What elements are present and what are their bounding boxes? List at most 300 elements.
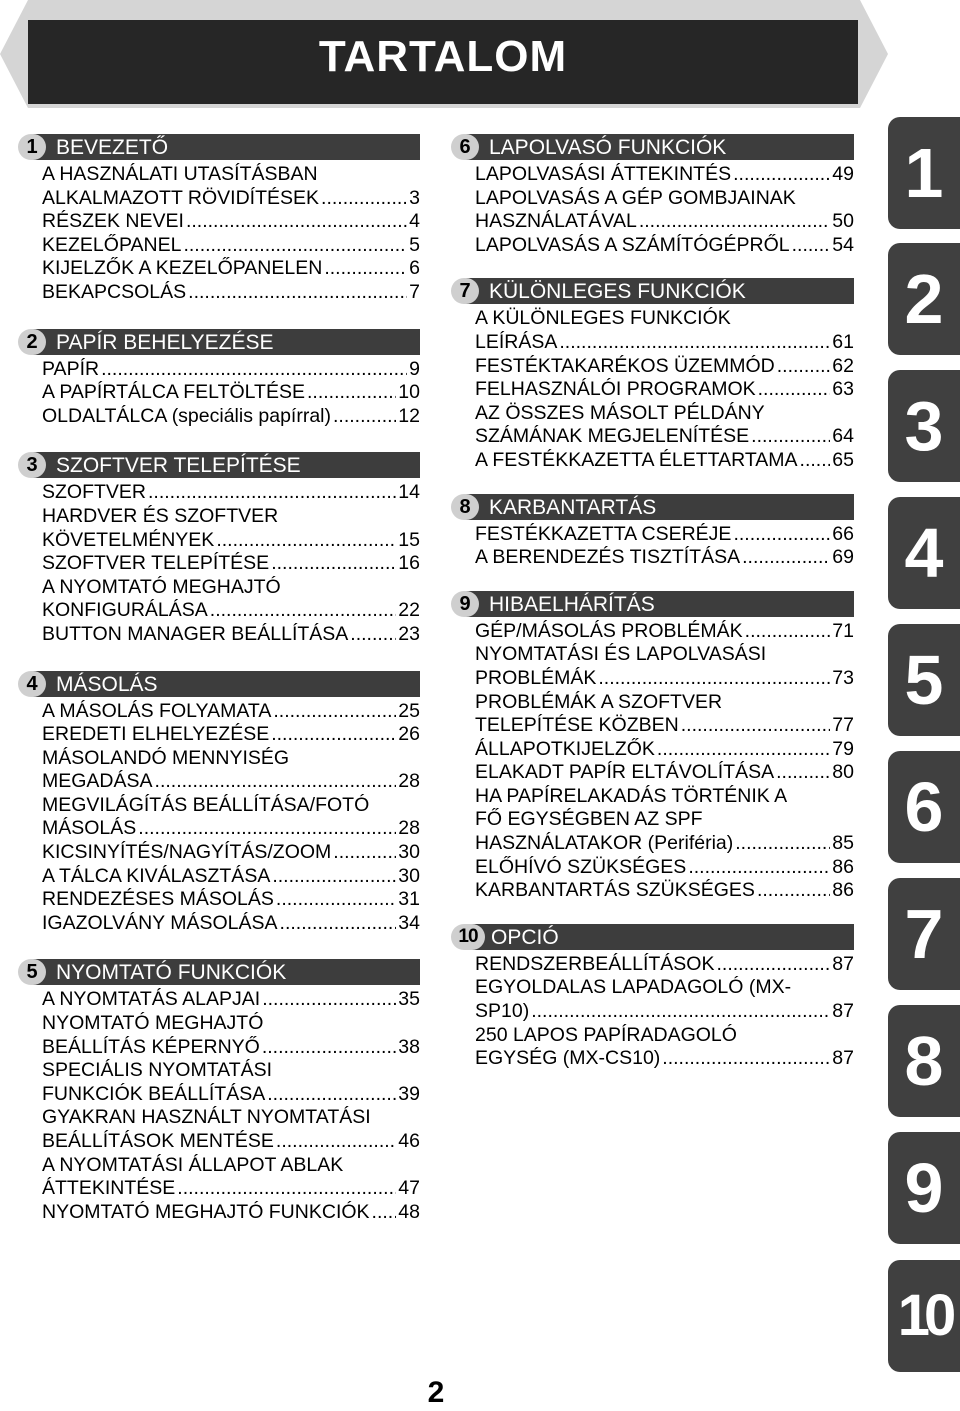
toc-entry-page: 15 bbox=[398, 528, 420, 551]
toc-entry-line: FŐ EGYSÉGBEN AZ SPF bbox=[475, 808, 703, 831]
section-entries bbox=[451, 953, 854, 1071]
toc-entry-text: HASZNÁLATÁVAL bbox=[475, 210, 637, 233]
section-header[interactable] bbox=[18, 959, 420, 985]
toc-entry[interactable] bbox=[42, 481, 420, 505]
dot-leader bbox=[333, 841, 396, 865]
toc-entry-page: 7 bbox=[409, 280, 420, 303]
toc-entry-text: LEÍRÁSA bbox=[475, 330, 558, 353]
toc-entry-last-line bbox=[42, 912, 420, 936]
toc-entry-line: EGYOLDALAS LAPADAGOLÓ (MX- bbox=[475, 976, 792, 999]
toc-entry-text: PAPÍR bbox=[42, 357, 100, 380]
toc-entry-last-line bbox=[42, 481, 420, 505]
toc-entry[interactable] bbox=[42, 841, 420, 865]
toc-entry-last-line bbox=[42, 552, 420, 576]
toc-entry-last-line bbox=[475, 953, 854, 977]
toc-entry-text: PROBLÉMÁK bbox=[475, 666, 597, 689]
section-title: LAPOLVASÓ FUNKCIÓK bbox=[489, 136, 727, 159]
dot-leader bbox=[324, 257, 407, 281]
section-header[interactable] bbox=[18, 329, 420, 355]
toc-entry-text: MEGADÁSA bbox=[42, 770, 153, 793]
toc-entry-last-line bbox=[42, 405, 420, 429]
toc-entry-text: KÖVETELMÉNYEK bbox=[42, 528, 215, 551]
toc-entry-page: 22 bbox=[398, 599, 420, 622]
toc-entry-text: OLDALTÁLCA (speciális papírral) bbox=[42, 404, 331, 427]
section-number-badge: 6 bbox=[451, 134, 479, 160]
toc-entry-page: 30 bbox=[398, 864, 420, 887]
dot-leader bbox=[101, 358, 407, 382]
toc-entry-text: RÉSZEK NEVEI bbox=[42, 210, 184, 233]
toc-entry[interactable] bbox=[42, 281, 420, 305]
toc-entry-last-line bbox=[475, 210, 854, 234]
toc-entry-page: 85 bbox=[832, 832, 854, 855]
toc-entry[interactable] bbox=[42, 163, 420, 210]
toc-entry-last-line bbox=[42, 1083, 420, 1107]
section-title: HIBAELHÁRÍTÁS bbox=[489, 592, 655, 616]
chapter-tab-number: 9 bbox=[904, 1149, 944, 1227]
toc-section bbox=[451, 494, 854, 570]
section-number-badge: 7 bbox=[451, 278, 479, 304]
toc-entry[interactable] bbox=[42, 576, 420, 623]
dot-leader bbox=[186, 210, 407, 234]
toc-entry-page: 39 bbox=[398, 1082, 420, 1105]
dot-leader bbox=[307, 381, 396, 405]
toc-entry-text: A FESTÉKKAZETTA ÉLETTARTAMA bbox=[475, 448, 798, 471]
toc-entry-page: 71 bbox=[832, 619, 854, 642]
toc-entry-text: IGAZOLVÁNY MÁSOLÁSA bbox=[42, 911, 278, 934]
toc-entry-page: 38 bbox=[398, 1035, 420, 1058]
toc-entry-page: 50 bbox=[832, 210, 854, 233]
toc-entry[interactable] bbox=[475, 691, 854, 738]
toc-entry-page: 48 bbox=[398, 1200, 420, 1223]
dot-leader bbox=[662, 1047, 830, 1071]
dot-leader bbox=[733, 163, 830, 187]
chapter-tab-number: 4 bbox=[904, 514, 944, 592]
toc-entry-page: 12 bbox=[398, 404, 420, 427]
toc-entry-last-line bbox=[42, 988, 420, 1012]
toc-entry[interactable] bbox=[475, 785, 854, 856]
dot-leader bbox=[333, 405, 396, 429]
section-entries bbox=[451, 163, 854, 257]
toc-entry[interactable] bbox=[42, 888, 420, 912]
toc-entry-last-line bbox=[42, 1201, 420, 1225]
dot-leader bbox=[148, 481, 396, 505]
toc-entry-text: A MÁSOLÁS FOLYAMATA bbox=[42, 699, 272, 722]
toc-entry-text: KARBANTARTÁS SZÜKSÉGES bbox=[475, 879, 755, 902]
toc-entry[interactable] bbox=[475, 643, 854, 690]
toc-entry[interactable] bbox=[475, 761, 854, 785]
toc-entry-page: 86 bbox=[832, 855, 854, 878]
toc-entry-last-line bbox=[475, 714, 854, 738]
toc-entry[interactable] bbox=[42, 210, 420, 234]
toc-entry-last-line bbox=[475, 1047, 854, 1071]
section-title: NYOMTATÓ FUNKCIÓK bbox=[56, 961, 287, 985]
toc-entry-line: 250 LAPOS PAPÍRADAGOLÓ bbox=[475, 1023, 737, 1046]
toc-section bbox=[451, 591, 854, 903]
toc-entry-text: A TÁLCA KIVÁLASZTÁSA bbox=[42, 864, 271, 887]
dot-leader bbox=[272, 865, 396, 889]
toc-entry[interactable] bbox=[42, 865, 420, 889]
toc-entry-page: 47 bbox=[398, 1177, 420, 1200]
dot-leader bbox=[559, 331, 830, 355]
chapter-tab-number: 2 bbox=[904, 260, 944, 338]
toc-section bbox=[18, 959, 420, 1224]
toc-entry-last-line bbox=[475, 761, 854, 785]
toc-entry-line: AZ ÖSSZES MÁSOLT PÉLDÁNY bbox=[475, 401, 765, 424]
toc-entry-text: SP10) bbox=[475, 1000, 530, 1023]
toc-entry[interactable] bbox=[475, 355, 854, 379]
toc-entry-text: BUTTON MANAGER BEÁLLÍTÁSA bbox=[42, 622, 349, 645]
toc-entry-page: 69 bbox=[832, 546, 854, 569]
toc-entry-text: SZÁMÁNAK MEGJELENÍTÉSE bbox=[475, 425, 750, 448]
dot-leader bbox=[716, 953, 830, 977]
toc-entry-page: 79 bbox=[832, 737, 854, 760]
section-number-badge: 10 bbox=[451, 924, 485, 950]
toc-entry-page: 26 bbox=[398, 723, 420, 746]
section-number-badge: 9 bbox=[451, 591, 479, 617]
toc-entry-page: 6 bbox=[409, 257, 420, 280]
toc-entry-last-line bbox=[42, 187, 420, 211]
toc-entry-last-line bbox=[42, 841, 420, 865]
toc-entry-last-line bbox=[42, 623, 420, 647]
toc-entry-text: RENDEZÉSES MÁSOLÁS bbox=[42, 888, 274, 911]
toc-entry-text: FELHASZNÁLÓI PROGRAMOK bbox=[475, 378, 756, 401]
section-entries bbox=[451, 307, 854, 472]
dot-leader bbox=[262, 1036, 396, 1060]
toc-entry-page: 54 bbox=[832, 233, 854, 256]
toc-entry-last-line bbox=[42, 529, 420, 553]
section-title: MÁSOLÁS bbox=[56, 672, 158, 696]
toc-entry-text: SZOFTVER bbox=[42, 481, 147, 504]
dot-leader bbox=[758, 378, 831, 402]
toc-entry-page: 73 bbox=[832, 666, 854, 689]
toc-entry[interactable] bbox=[475, 879, 854, 903]
toc-entry[interactable] bbox=[475, 234, 854, 258]
section-title: KÜLÖNLEGES FUNKCIÓK bbox=[489, 280, 746, 304]
dot-leader bbox=[273, 700, 396, 724]
toc-entry[interactable] bbox=[475, 620, 854, 644]
toc-entry-last-line bbox=[42, 257, 420, 281]
toc-entry[interactable] bbox=[42, 1012, 420, 1059]
section-header[interactable] bbox=[451, 494, 854, 520]
dot-leader bbox=[776, 761, 830, 785]
section-number-badge: 5 bbox=[18, 959, 46, 985]
toc-entry-last-line bbox=[42, 358, 420, 382]
toc-entry[interactable] bbox=[475, 523, 854, 547]
toc-entry[interactable] bbox=[475, 856, 854, 880]
toc-entry[interactable] bbox=[42, 552, 420, 576]
toc-entry[interactable] bbox=[475, 738, 854, 762]
dot-leader bbox=[183, 234, 407, 258]
section-title: OPCIÓ bbox=[491, 925, 559, 949]
toc-section bbox=[18, 452, 420, 646]
toc-entry-last-line bbox=[42, 599, 420, 623]
dot-leader bbox=[742, 546, 830, 570]
toc-entry[interactable] bbox=[42, 405, 420, 429]
toc-entry[interactable] bbox=[42, 381, 420, 405]
toc-entry-page: 66 bbox=[832, 522, 854, 545]
toc-left-column bbox=[18, 134, 420, 1248]
chapter-tab-number: 7 bbox=[904, 895, 944, 973]
toc-entry-last-line bbox=[475, 1000, 854, 1024]
toc-entry-page: 4 bbox=[409, 210, 420, 233]
toc-entry-line: SPECIÁLIS NYOMTATÁSI bbox=[42, 1059, 273, 1082]
chapter-tab-number: 3 bbox=[904, 387, 944, 465]
toc-entry-last-line bbox=[475, 355, 854, 379]
toc-entry-last-line bbox=[42, 700, 420, 724]
toc-entry-page: 30 bbox=[398, 841, 420, 864]
toc-entry[interactable] bbox=[42, 794, 420, 841]
toc-entry-last-line bbox=[42, 723, 420, 747]
dot-leader bbox=[216, 529, 396, 553]
section-entries bbox=[451, 620, 854, 903]
dot-leader bbox=[177, 1177, 396, 1201]
toc-entry-text: ÁLLAPOTKIJELZŐK bbox=[475, 737, 655, 760]
toc-entry-text: KEZELŐPANEL bbox=[42, 233, 182, 256]
toc-entry-text: EGYSÉG (MX-CS10) bbox=[475, 1047, 661, 1070]
toc-entry[interactable] bbox=[475, 546, 854, 570]
toc-entry-last-line bbox=[475, 832, 854, 856]
section-entries bbox=[18, 988, 420, 1224]
toc-entry[interactable] bbox=[475, 402, 854, 449]
section-entries bbox=[18, 163, 420, 305]
section-number-badge: 1 bbox=[18, 134, 46, 160]
toc-entry-text: ELAKADT PAPÍR ELTÁVOLÍTÁSA bbox=[475, 761, 775, 784]
dot-leader bbox=[138, 817, 396, 841]
toc-entry-page: 25 bbox=[398, 699, 420, 722]
dot-leader bbox=[321, 187, 407, 211]
chapter-tab-number: 10 bbox=[897, 1283, 951, 1348]
chapter-tab-number: 8 bbox=[904, 1022, 944, 1100]
toc-entry-last-line bbox=[42, 770, 420, 794]
toc-entry-last-line bbox=[42, 1177, 420, 1201]
toc-entry-text: HASZNÁLATAKOR (Periféria) bbox=[475, 832, 734, 855]
section-title: SZOFTVER TELEPÍTÉSE bbox=[56, 454, 301, 478]
toc-entry-line: PROBLÉMÁK A SZOFTVER bbox=[475, 690, 723, 713]
toc-entry-last-line bbox=[475, 523, 854, 547]
dot-leader bbox=[271, 552, 396, 576]
toc-entry-last-line bbox=[475, 738, 854, 762]
section-header[interactable] bbox=[451, 924, 854, 950]
section-number-badge: 2 bbox=[18, 329, 46, 355]
dot-leader bbox=[276, 888, 396, 912]
toc-entry-line: MEGVILÁGÍTÁS BEÁLLÍTÁSA/FOTÓ bbox=[42, 793, 370, 816]
dot-leader bbox=[155, 770, 397, 794]
toc-entry-last-line bbox=[42, 210, 420, 234]
toc-entry[interactable] bbox=[475, 449, 854, 473]
toc-entry-last-line bbox=[42, 888, 420, 912]
toc-entry-text: LAPOLVASÁS A SZÁMÍTÓGÉPRŐL bbox=[475, 233, 790, 256]
dot-leader bbox=[757, 879, 830, 903]
toc-entry[interactable] bbox=[42, 1106, 420, 1153]
section-header[interactable] bbox=[451, 278, 854, 304]
toc-entry-page: 87 bbox=[832, 1000, 854, 1023]
toc-entry-text: FESTÉKTAKARÉKOS ÜZEMMÓD bbox=[475, 354, 775, 377]
toc-section bbox=[451, 278, 854, 472]
toc-entry[interactable] bbox=[42, 257, 420, 281]
toc-entry-line: NYOMTATÁSI ÉS LAPOLVASÁSI bbox=[475, 643, 767, 666]
toc-entry-last-line bbox=[42, 865, 420, 889]
dot-leader bbox=[745, 620, 831, 644]
toc-entry-page: 34 bbox=[398, 911, 420, 934]
toc-entry-last-line bbox=[42, 381, 420, 405]
toc-entry-page: 46 bbox=[398, 1130, 420, 1152]
toc-entry-page: 16 bbox=[398, 552, 420, 575]
section-header[interactable] bbox=[451, 134, 854, 160]
toc-entry-page: 61 bbox=[832, 330, 854, 353]
toc-entry-last-line bbox=[475, 331, 854, 355]
dot-leader bbox=[792, 234, 831, 258]
toc-entry[interactable] bbox=[42, 747, 420, 794]
toc-entry-line: LAPOLVASÁS A GÉP GOMBJAINAK bbox=[475, 186, 796, 209]
toc-entry-page: 35 bbox=[398, 988, 420, 1011]
toc-entry-text: A NYOMTATÁS ALAPJAI bbox=[42, 988, 261, 1011]
toc-entry-line: A KÜLÖNLEGES FUNKCIÓK bbox=[475, 307, 731, 330]
toc-entry-page: 87 bbox=[832, 1047, 854, 1070]
section-header[interactable] bbox=[18, 671, 420, 697]
toc-entry-last-line bbox=[42, 1036, 420, 1060]
toc-entry[interactable] bbox=[42, 912, 420, 936]
toc-entry-page: 80 bbox=[832, 761, 854, 784]
toc-entry[interactable] bbox=[42, 358, 420, 382]
dot-leader bbox=[598, 667, 830, 691]
toc-entry-page: 31 bbox=[398, 888, 420, 911]
toc-entry[interactable] bbox=[475, 378, 854, 402]
toc-entry-line: A NYOMTATÁSI ÁLLAPOT ABLAK bbox=[42, 1153, 344, 1176]
toc-entry[interactable] bbox=[42, 1154, 420, 1201]
toc-entry-last-line bbox=[475, 425, 854, 449]
toc-entry-text: MÁSOLÁS bbox=[42, 817, 137, 840]
toc-entry[interactable] bbox=[475, 953, 854, 977]
section-header[interactable] bbox=[18, 452, 420, 478]
toc-entry-page: 65 bbox=[832, 448, 854, 471]
toc-entry[interactable] bbox=[475, 187, 854, 234]
toc-entry-line: A NYOMTATÓ MEGHAJTÓ bbox=[42, 575, 281, 598]
toc-entry-text: LAPOLVASÁSI ÁTTEKINTÉS bbox=[475, 163, 732, 185]
toc-entry-page: 5 bbox=[409, 233, 420, 256]
dot-leader bbox=[688, 856, 830, 880]
toc-entry[interactable] bbox=[42, 700, 420, 724]
dot-leader bbox=[657, 738, 830, 762]
toc-entry-page: 28 bbox=[398, 770, 420, 793]
dot-leader bbox=[280, 912, 397, 936]
dot-leader bbox=[681, 714, 831, 738]
toc-entry-page: 62 bbox=[832, 354, 854, 377]
section-number-badge: 4 bbox=[18, 671, 46, 697]
dot-leader bbox=[800, 449, 831, 473]
toc-entry-text: NYOMTATÓ MEGHAJTÓ FUNKCIÓK bbox=[42, 1200, 370, 1223]
toc-entry[interactable] bbox=[42, 988, 420, 1012]
toc-section bbox=[18, 134, 420, 305]
section-entries bbox=[451, 523, 854, 570]
toc-entry-last-line bbox=[42, 234, 420, 258]
toc-entry-page: 86 bbox=[832, 879, 854, 902]
toc-entry-page: 3 bbox=[409, 186, 420, 209]
dot-leader bbox=[262, 988, 396, 1012]
toc-entry-line: NYOMTATÓ MEGHAJTÓ bbox=[42, 1012, 264, 1035]
toc-entry-last-line bbox=[475, 620, 854, 644]
toc-entry-last-line bbox=[475, 546, 854, 570]
dot-leader bbox=[210, 599, 397, 623]
dot-leader bbox=[777, 355, 831, 379]
toc-entry[interactable] bbox=[475, 163, 854, 187]
toc-entry-text: FUNKCIÓK BEÁLLÍTÁSA bbox=[42, 1082, 266, 1105]
dot-leader bbox=[267, 1083, 396, 1107]
chapter-tab-number: 6 bbox=[904, 768, 944, 846]
toc-entry-page: 87 bbox=[832, 952, 854, 975]
section-entries bbox=[18, 481, 420, 646]
toc-entry-text: BEÁLLÍTÁSOK MENTÉSE bbox=[42, 1130, 274, 1152]
section-entries bbox=[18, 358, 420, 429]
toc-entry-text: BEÁLLÍTÁS KÉPERNYŐ bbox=[42, 1035, 260, 1058]
toc-entry-line: HA PAPÍRELAKADÁS TÖRTÉNIK A bbox=[475, 784, 788, 807]
toc-entry[interactable] bbox=[42, 234, 420, 258]
toc-entry-line: HARDVER ÉS SZOFTVER bbox=[42, 504, 279, 527]
toc-entry-last-line bbox=[475, 449, 854, 473]
page-number: 2 bbox=[427, 1376, 445, 1409]
dot-leader bbox=[735, 832, 830, 856]
section-header[interactable] bbox=[451, 591, 854, 617]
toc-entry[interactable] bbox=[475, 307, 854, 354]
toc-entry-last-line bbox=[42, 817, 420, 841]
toc-entry[interactable] bbox=[42, 505, 420, 552]
toc-entry-text: ALKALMAZOTT RÖVIDÍTÉSEK bbox=[42, 186, 320, 209]
toc-entry[interactable] bbox=[42, 1059, 420, 1106]
section-entries bbox=[18, 700, 420, 936]
dot-leader bbox=[372, 1201, 397, 1225]
chapter-tab-number: 5 bbox=[904, 641, 944, 719]
toc-entry-page: 64 bbox=[832, 425, 854, 448]
toc-entry-last-line bbox=[42, 1130, 420, 1154]
toc-entry[interactable] bbox=[42, 623, 420, 647]
toc-entry-text: TELEPÍTÉSE KÖZBEN bbox=[475, 714, 679, 737]
toc-entry[interactable] bbox=[42, 1201, 420, 1225]
section-title: PAPÍR BEHELYEZÉSE bbox=[56, 330, 274, 354]
toc-section bbox=[18, 671, 420, 936]
toc-section bbox=[18, 329, 420, 429]
dot-leader bbox=[276, 1130, 396, 1154]
toc-entry[interactable] bbox=[42, 723, 420, 747]
chapter-tab-number: 1 bbox=[904, 134, 944, 212]
toc-entry-text: SZOFTVER TELEPÍTÉSE bbox=[42, 552, 270, 575]
toc-entry-text: EREDETI ELHELYEZÉSE bbox=[42, 723, 270, 746]
toc-entry[interactable] bbox=[475, 1024, 854, 1071]
toc-entry-last-line bbox=[42, 281, 420, 305]
toc-entry-page: 14 bbox=[398, 481, 420, 504]
toc-entry-page: 23 bbox=[398, 622, 420, 645]
toc-entry-line: GYAKRAN HASZNÁLT NYOMTATÁSI bbox=[42, 1106, 371, 1129]
toc-entry-page: 10 bbox=[398, 381, 420, 404]
toc-entry-last-line bbox=[475, 163, 854, 187]
toc-entry-text: A PAPÍRTÁLCA FELTÖLTÉSE bbox=[42, 381, 305, 404]
dot-leader bbox=[733, 523, 830, 547]
dot-leader bbox=[350, 623, 396, 647]
toc-entry-last-line bbox=[475, 879, 854, 903]
section-title: BEVEZETŐ bbox=[56, 136, 169, 159]
toc-entry-last-line bbox=[475, 856, 854, 880]
toc-entry-line: A HASZNÁLATI UTASÍTÁSBAN bbox=[42, 163, 318, 185]
toc-entry[interactable] bbox=[475, 976, 854, 1023]
toc-entry-text: RENDSZERBEÁLLÍTÁSOK bbox=[475, 952, 715, 975]
section-header[interactable] bbox=[18, 134, 420, 160]
dot-leader bbox=[188, 281, 407, 305]
toc-entry-page: 49 bbox=[832, 163, 854, 185]
toc-entry-last-line bbox=[475, 378, 854, 402]
toc-section bbox=[451, 924, 854, 1071]
toc-entry-page: 28 bbox=[398, 817, 420, 840]
toc-section bbox=[451, 134, 854, 257]
toc-entry-page: 63 bbox=[832, 378, 854, 401]
toc-entry-text: ELŐHÍVÓ SZÜKSÉGES bbox=[475, 855, 687, 878]
